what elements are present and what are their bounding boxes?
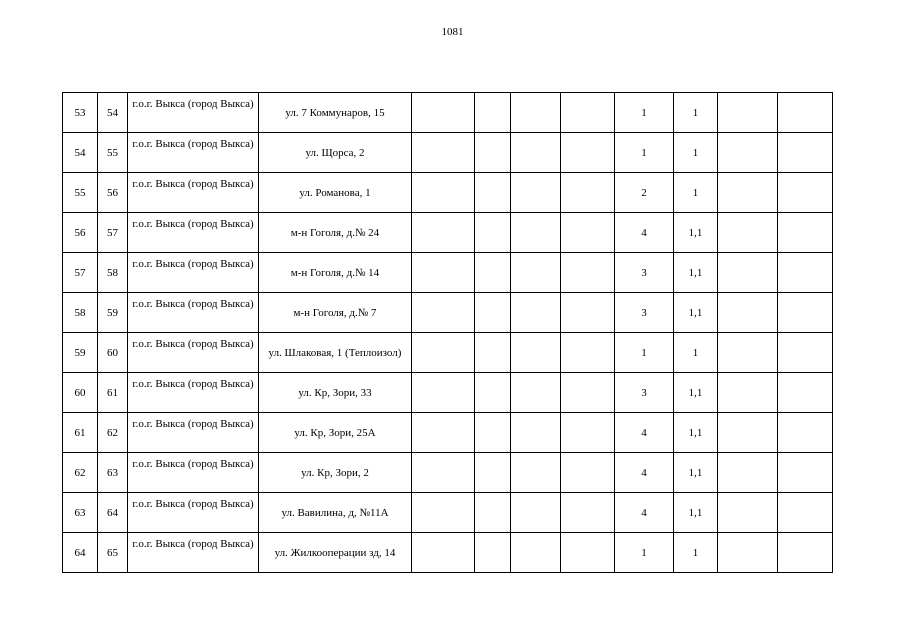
cell-empty bbox=[718, 173, 778, 213]
cell-address: ул. Жилкооперации зд, 14 bbox=[259, 533, 412, 573]
cell-empty bbox=[561, 453, 615, 493]
cell-object-number: 58 bbox=[98, 253, 128, 293]
cell-container-count: 4 bbox=[615, 413, 674, 453]
cell-empty bbox=[561, 173, 615, 213]
cell-empty bbox=[561, 293, 615, 333]
cell-container-count: 4 bbox=[615, 453, 674, 493]
cell-container-count: 1 bbox=[615, 93, 674, 133]
cell-container-volume: 1,1 bbox=[674, 413, 718, 453]
cell-empty bbox=[475, 533, 511, 573]
table-row bbox=[63, 373, 833, 413]
cell-empty bbox=[718, 493, 778, 533]
table-row bbox=[63, 453, 833, 493]
cell-address: м-н Гоголя, д.№ 7 bbox=[259, 293, 412, 333]
table-row bbox=[63, 493, 833, 533]
page-number: 1081 bbox=[441, 26, 464, 38]
cell-empty bbox=[718, 453, 778, 493]
cell-empty bbox=[511, 93, 561, 133]
cell-row-number: 56 bbox=[63, 213, 98, 253]
cell-empty bbox=[778, 533, 833, 573]
cell-container-volume: 1,1 bbox=[674, 253, 718, 293]
cell-row-number: 58 bbox=[63, 293, 98, 333]
cell-row-number: 53 bbox=[63, 93, 98, 133]
cell-container-volume: 1,1 bbox=[674, 213, 718, 253]
cell-container-volume: 1,1 bbox=[674, 373, 718, 413]
cell-address: ул. Вавилина, д, №11А bbox=[259, 493, 412, 533]
cell-row-number: 55 bbox=[63, 173, 98, 213]
cell-object-number: 56 bbox=[98, 173, 128, 213]
cell-locality: г.о.г. Выкса (город Выкса) bbox=[128, 413, 259, 453]
cell-empty bbox=[412, 453, 475, 493]
table-row bbox=[63, 173, 833, 213]
cell-address: ул. Кр, Зори, 2 bbox=[259, 453, 412, 493]
cell-empty bbox=[511, 213, 561, 253]
cell-empty bbox=[561, 93, 615, 133]
cell-row-number: 59 bbox=[63, 333, 98, 373]
cell-container-count: 3 bbox=[615, 373, 674, 413]
cell-address: м-н Гоголя, д.№ 14 bbox=[259, 253, 412, 293]
table-row bbox=[63, 293, 833, 333]
cell-empty bbox=[412, 213, 475, 253]
table-row bbox=[63, 333, 833, 373]
cell-locality: г.о.г. Выкса (город Выкса) bbox=[128, 93, 259, 133]
cell-empty bbox=[511, 133, 561, 173]
cell-empty bbox=[412, 133, 475, 173]
cell-address: м-н Гоголя, д.№ 24 bbox=[259, 213, 412, 253]
cell-empty bbox=[778, 493, 833, 533]
cell-empty bbox=[778, 133, 833, 173]
cell-container-volume: 1,1 bbox=[674, 293, 718, 333]
cell-empty bbox=[475, 373, 511, 413]
cell-empty bbox=[475, 173, 511, 213]
cell-empty bbox=[718, 533, 778, 573]
registry-table bbox=[62, 92, 833, 573]
cell-object-number: 55 bbox=[98, 133, 128, 173]
cell-empty bbox=[475, 213, 511, 253]
cell-object-number: 59 bbox=[98, 293, 128, 333]
cell-object-number: 61 bbox=[98, 373, 128, 413]
cell-empty bbox=[511, 333, 561, 373]
cell-empty bbox=[511, 493, 561, 533]
cell-empty bbox=[412, 173, 475, 213]
cell-empty bbox=[561, 253, 615, 293]
cell-empty bbox=[778, 453, 833, 493]
cell-object-number: 60 bbox=[98, 333, 128, 373]
cell-empty bbox=[718, 213, 778, 253]
cell-empty bbox=[718, 333, 778, 373]
cell-empty bbox=[412, 253, 475, 293]
cell-address: ул. 7 Коммунаров, 15 bbox=[259, 93, 412, 133]
cell-object-number: 63 bbox=[98, 453, 128, 493]
cell-empty bbox=[718, 413, 778, 453]
cell-row-number: 54 bbox=[63, 133, 98, 173]
cell-container-count: 1 bbox=[615, 533, 674, 573]
cell-object-number: 57 bbox=[98, 213, 128, 253]
cell-empty bbox=[412, 293, 475, 333]
cell-empty bbox=[475, 253, 511, 293]
cell-row-number: 64 bbox=[63, 533, 98, 573]
cell-empty bbox=[511, 173, 561, 213]
cell-empty bbox=[511, 253, 561, 293]
cell-row-number: 62 bbox=[63, 453, 98, 493]
table-row bbox=[63, 253, 833, 293]
cell-empty bbox=[412, 413, 475, 453]
cell-locality: г.о.г. Выкса (город Выкса) bbox=[128, 213, 259, 253]
cell-empty bbox=[778, 213, 833, 253]
cell-empty bbox=[561, 213, 615, 253]
table-row bbox=[63, 213, 833, 253]
table-row bbox=[63, 413, 833, 453]
cell-address: ул. Кр, Зори, 33 bbox=[259, 373, 412, 413]
cell-container-volume: 1 bbox=[674, 133, 718, 173]
cell-empty bbox=[561, 413, 615, 453]
cell-empty bbox=[778, 293, 833, 333]
table-row bbox=[63, 533, 833, 573]
cell-empty bbox=[511, 373, 561, 413]
cell-container-count: 1 bbox=[615, 133, 674, 173]
cell-container-count: 3 bbox=[615, 293, 674, 333]
cell-object-number: 62 bbox=[98, 413, 128, 453]
cell-empty bbox=[511, 293, 561, 333]
cell-object-number: 54 bbox=[98, 93, 128, 133]
cell-row-number: 57 bbox=[63, 253, 98, 293]
cell-container-volume: 1,1 bbox=[674, 453, 718, 493]
cell-empty bbox=[475, 293, 511, 333]
cell-empty bbox=[475, 453, 511, 493]
cell-empty bbox=[475, 413, 511, 453]
table-body bbox=[63, 93, 833, 573]
cell-empty bbox=[475, 93, 511, 133]
cell-empty bbox=[475, 133, 511, 173]
cell-empty bbox=[718, 93, 778, 133]
cell-locality: г.о.г. Выкса (город Выкса) bbox=[128, 133, 259, 173]
cell-object-number: 65 bbox=[98, 533, 128, 573]
cell-address: ул. Шлаковая, 1 (Теплоизол) bbox=[259, 333, 412, 373]
cell-row-number: 63 bbox=[63, 493, 98, 533]
cell-address: ул. Романова, 1 bbox=[259, 173, 412, 213]
cell-locality: г.о.г. Выкса (город Выкса) bbox=[128, 533, 259, 573]
cell-empty bbox=[511, 533, 561, 573]
table-row bbox=[63, 93, 833, 133]
cell-container-count: 4 bbox=[615, 493, 674, 533]
cell-container-volume: 1 bbox=[674, 93, 718, 133]
cell-empty bbox=[511, 413, 561, 453]
cell-empty bbox=[718, 253, 778, 293]
cell-locality: г.о.г. Выкса (город Выкса) bbox=[128, 173, 259, 213]
cell-empty bbox=[561, 133, 615, 173]
cell-container-volume: 1,1 bbox=[674, 493, 718, 533]
cell-empty bbox=[412, 333, 475, 373]
cell-row-number: 60 bbox=[63, 373, 98, 413]
cell-empty bbox=[511, 453, 561, 493]
cell-locality: г.о.г. Выкса (город Выкса) bbox=[128, 373, 259, 413]
cell-empty bbox=[778, 93, 833, 133]
cell-empty bbox=[412, 533, 475, 573]
cell-address: ул. Кр, Зори, 25А bbox=[259, 413, 412, 453]
cell-empty bbox=[475, 333, 511, 373]
cell-empty bbox=[778, 373, 833, 413]
cell-empty bbox=[412, 373, 475, 413]
cell-empty bbox=[561, 373, 615, 413]
cell-row-number: 61 bbox=[63, 413, 98, 453]
cell-empty bbox=[561, 493, 615, 533]
cell-locality: г.о.г. Выкса (город Выкса) bbox=[128, 453, 259, 493]
cell-empty bbox=[412, 93, 475, 133]
cell-container-count: 3 bbox=[615, 253, 674, 293]
cell-empty bbox=[561, 533, 615, 573]
cell-empty bbox=[778, 333, 833, 373]
cell-empty bbox=[561, 333, 615, 373]
cell-empty bbox=[412, 493, 475, 533]
cell-object-number: 64 bbox=[98, 493, 128, 533]
cell-container-volume: 1 bbox=[674, 333, 718, 373]
cell-locality: г.о.г. Выкса (город Выкса) bbox=[128, 253, 259, 293]
cell-container-count: 1 bbox=[615, 333, 674, 373]
cell-empty bbox=[718, 293, 778, 333]
cell-locality: г.о.г. Выкса (город Выкса) bbox=[128, 293, 259, 333]
cell-address: ул. Щорса, 2 bbox=[259, 133, 412, 173]
cell-container-volume: 1 bbox=[674, 173, 718, 213]
cell-empty bbox=[718, 133, 778, 173]
cell-container-volume: 1 bbox=[674, 533, 718, 573]
cell-locality: г.о.г. Выкса (город Выкса) bbox=[128, 493, 259, 533]
cell-empty bbox=[778, 253, 833, 293]
cell-container-count: 4 bbox=[615, 213, 674, 253]
cell-empty bbox=[475, 493, 511, 533]
table-row bbox=[63, 133, 833, 173]
cell-empty bbox=[778, 173, 833, 213]
cell-empty bbox=[718, 373, 778, 413]
cell-empty bbox=[778, 413, 833, 453]
cell-container-count: 2 bbox=[615, 173, 674, 213]
cell-locality: г.о.г. Выкса (город Выкса) bbox=[128, 333, 259, 373]
